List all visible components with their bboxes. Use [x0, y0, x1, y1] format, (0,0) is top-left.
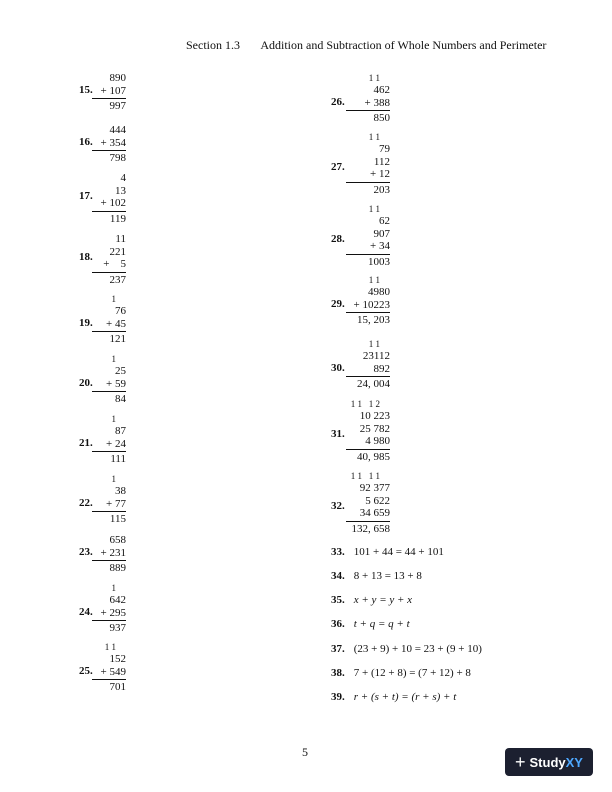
carry-digits: 1 1: [368, 204, 380, 214]
sum-result: 1003: [368, 255, 390, 268]
addend-line: 4980: [368, 286, 390, 298]
addend-line: 62: [379, 215, 390, 227]
problem-number: 39.: [331, 691, 345, 703]
carry-digits: 1: [111, 294, 116, 304]
addend-line: 152: [109, 653, 126, 665]
addition-stack: [92, 354, 126, 406]
addition-stack: [92, 642, 126, 694]
addend-line: + 5: [92, 258, 126, 273]
addition-stack: [346, 399, 390, 463]
addend-line: + 12: [346, 168, 390, 183]
sum-result: 15, 203: [357, 314, 390, 326]
sum-result: 798: [109, 152, 126, 164]
addition-stack: [346, 339, 390, 391]
addend-line: + 354: [92, 137, 126, 152]
addend-line: 25: [115, 365, 126, 377]
addend-line: 112: [373, 155, 390, 168]
addend-line: + 10223: [346, 299, 390, 314]
carry-digits: 1 1: [368, 275, 380, 285]
addend-line: 890: [109, 72, 126, 84]
problem-number: 23.: [79, 546, 93, 558]
equation-38: [331, 667, 471, 679]
problem-number: 28.: [331, 233, 345, 245]
carry-digits: 1 1 1 2: [350, 399, 380, 409]
addend-line: 642: [109, 594, 126, 606]
equation-37: [331, 643, 482, 655]
page-number: 5: [302, 745, 308, 759]
sum-result: 937: [109, 622, 126, 634]
addition-stack: [92, 124, 126, 165]
addition-stack: [92, 72, 126, 113]
equation-33: [331, 546, 444, 558]
sum-result: 111: [110, 453, 126, 465]
problem-number: 27.: [331, 161, 345, 173]
problem-number: 32.: [331, 500, 345, 512]
addend-line: + 45: [92, 318, 126, 333]
addition-stack: [346, 132, 390, 196]
equation-36: [331, 618, 410, 630]
sum-result: 132, 658: [351, 522, 390, 535]
addend-line: 13: [115, 184, 126, 197]
equation-text: t + q = q + t: [353, 618, 410, 630]
addition-stack: [346, 471, 390, 535]
problem-number: 24.: [79, 606, 93, 618]
equation-39: [331, 691, 456, 703]
addend-line: 79: [379, 143, 390, 155]
problem-number: 38.: [331, 667, 345, 679]
addend-line: 4 980: [346, 435, 390, 450]
addend-line: 34 659: [346, 507, 390, 522]
logo-text-xy: XY: [565, 754, 583, 770]
equation-34: [331, 570, 422, 582]
sum-result: 997: [109, 100, 126, 112]
problem-number: 19.: [79, 317, 93, 329]
carry-digits: 1: [111, 414, 116, 424]
problem-number: 33.: [331, 546, 345, 558]
addend-line: + 107: [92, 85, 126, 100]
addend-line: 658: [109, 534, 126, 546]
carry-digits: 1: [111, 583, 116, 593]
addend-line: 25 782: [359, 422, 390, 435]
sum-result: 850: [373, 112, 390, 124]
equation-text: 8 + 13 = 13 + 8: [353, 570, 422, 582]
addend-line: 10 223: [359, 410, 390, 422]
addend-line: 4: [120, 172, 126, 184]
problem-number: 31.: [331, 428, 345, 440]
addition-stack: [92, 583, 126, 635]
section-label: Section 1.3: [186, 38, 240, 52]
addition-stack: [92, 233, 126, 286]
equation-text: 101 + 44 = 44 + 101: [353, 546, 444, 558]
equation-text: 7 + (12 + 8) = (7 + 12) + 8: [353, 667, 471, 679]
problem-number: 30.: [331, 362, 345, 374]
addend-line: 907: [373, 227, 390, 240]
problem-number: 16.: [79, 136, 93, 148]
problem-number: 29.: [331, 298, 345, 310]
addend-line: + 24: [92, 438, 126, 453]
addend-line: 5 622: [365, 494, 390, 507]
addend-line: + 231: [92, 547, 126, 562]
carry-digits: 1 1: [368, 73, 380, 83]
problem-number: 17.: [79, 190, 93, 202]
problem-number: 34.: [331, 570, 345, 582]
addend-line: + 102: [92, 197, 126, 212]
sum-result: 119: [109, 212, 126, 225]
equation-text: x + y = y + x: [353, 594, 413, 606]
problem-number: 18.: [79, 251, 93, 263]
sum-result: 40, 985: [357, 450, 390, 463]
sum-result: 701: [109, 681, 126, 693]
equation-35: [331, 594, 412, 606]
addition-stack: [346, 275, 390, 327]
addend-line: 76: [115, 305, 126, 317]
carry-digits: 1 1: [368, 132, 380, 142]
sum-result: 203: [373, 183, 390, 196]
addend-line: 38: [115, 485, 126, 497]
addition-stack: [92, 534, 126, 575]
addition-stack: [346, 204, 390, 268]
sum-result: 84: [115, 393, 126, 405]
problem-number: 22.: [79, 497, 93, 509]
addend-line: 92 377: [359, 482, 390, 494]
equation-text: (23 + 9) + 10 = 23 + (9 + 10): [353, 643, 482, 655]
studyxy-logo: [505, 748, 593, 776]
problem-number: 25.: [79, 665, 93, 677]
section-title: Addition and Subtraction of Whole Numbers and Perimeter: [260, 38, 547, 52]
carry-digits: 1 1: [104, 642, 116, 652]
addition-stack: [92, 474, 126, 526]
problem-number: 26.: [331, 96, 345, 108]
addition-stack: [346, 73, 390, 125]
sum-result: 115: [109, 513, 126, 525]
problem-number: 35.: [331, 594, 345, 606]
problem-number: 15.: [79, 84, 93, 96]
addend-line: 87: [115, 425, 126, 437]
problem-number: 37.: [331, 643, 345, 655]
addend-line: + 59: [92, 378, 126, 393]
addend-line: 444: [109, 124, 126, 136]
logo-text-study: Study: [529, 754, 566, 770]
addition-stack: [92, 294, 126, 346]
addend-line: + 77: [92, 498, 126, 513]
problem-number: 20.: [79, 377, 93, 389]
carry-digits: 1: [111, 354, 116, 364]
addend-line: + 295: [92, 607, 126, 622]
addend-line: + 549: [92, 666, 126, 681]
sum-result: 237: [109, 273, 126, 286]
problem-number: 36.: [331, 618, 345, 630]
addend-line: + 388: [346, 97, 390, 112]
equation-text: r + (s + t) = (r + s) + t: [353, 691, 457, 703]
addend-line: 892: [346, 363, 390, 378]
addend-line: 23112: [362, 350, 390, 362]
addend-line: 462: [373, 84, 390, 96]
problem-number: 21.: [79, 437, 93, 449]
addend-line: 11: [115, 233, 126, 245]
sum-result: 121: [109, 333, 126, 345]
plus-icon: +: [515, 751, 526, 772]
carry-digits: 1: [111, 474, 116, 484]
page-header: [186, 38, 546, 53]
addend-line: + 34: [346, 240, 390, 255]
sum-result: 24, 004: [357, 378, 390, 390]
addition-stack: [92, 172, 126, 225]
sum-result: 889: [109, 562, 126, 574]
addition-stack: [92, 414, 126, 466]
carry-digits: 1 1 1 1: [350, 471, 380, 481]
carry-digits: 1 1: [368, 339, 380, 349]
addend-line: 221: [109, 245, 126, 258]
